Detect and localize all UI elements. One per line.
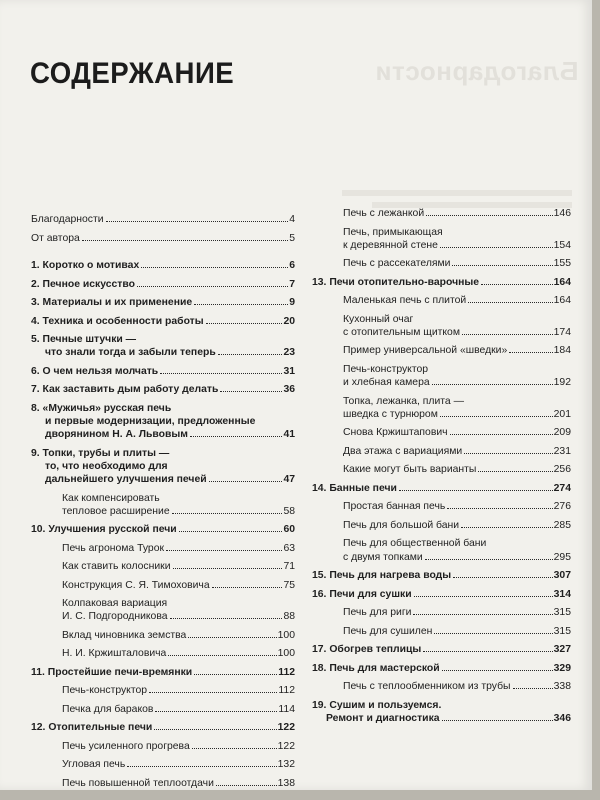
toc-page-number: 41 <box>283 429 295 441</box>
toc-page-number: 346 <box>553 712 571 724</box>
toc-entry-line <box>62 579 295 592</box>
toc-entry-line <box>31 383 295 396</box>
toc-entry-line <box>31 315 295 328</box>
toc-chapter-entry[interactable] <box>31 278 295 291</box>
toc-entry-line <box>62 777 295 790</box>
toc-entry-text: Какие могут быть варианты <box>343 464 477 476</box>
toc-page-number: 164 <box>553 276 571 288</box>
dot-leader <box>434 633 552 634</box>
dot-leader <box>172 513 283 514</box>
toc-page-number: 338 <box>553 681 571 693</box>
toc-chapter-entry[interactable] <box>312 569 571 582</box>
dot-leader <box>192 748 277 749</box>
toc-entry-line <box>343 294 571 307</box>
toc-page-number: 231 <box>553 445 571 457</box>
dot-leader <box>440 416 553 417</box>
toc-subentry[interactable] <box>31 597 295 623</box>
toc-chapter-entry[interactable] <box>312 643 571 656</box>
toc-page-number: 88 <box>283 611 295 623</box>
toc-entry-line <box>343 445 571 458</box>
toc-page-number: 164 <box>553 295 571 307</box>
toc-subentry[interactable] <box>312 445 571 458</box>
toc-page-number: 100 <box>277 648 295 660</box>
toc-entry-text: Печь повышенной теплоотдачи <box>62 777 214 789</box>
toc-chapter-entry[interactable] <box>31 666 295 679</box>
toc-entry-text: Простая банная печь <box>343 501 446 513</box>
toc-page-number: 146 <box>553 208 571 219</box>
toc-subentry[interactable] <box>312 680 571 693</box>
toc-page-number: 5 <box>289 232 295 244</box>
toc-page-number: 154 <box>553 239 571 251</box>
dot-leader <box>190 436 282 437</box>
toc-entry-text: 15. Печь для нагрева воды <box>312 570 452 582</box>
toc-entry-text: и первые модернизации, предложенные <box>45 415 256 427</box>
toc-entry-line <box>62 703 295 716</box>
toc-chapter-entry[interactable] <box>312 588 571 601</box>
toc-page-number: 274 <box>553 482 571 494</box>
dot-leader <box>106 221 289 222</box>
toc-right-column <box>312 207 571 730</box>
dot-leader <box>425 559 553 560</box>
toc-entry-text: 7. Как заставить дым работу делать <box>31 384 219 396</box>
toc-entry-text: Топка, лежанка, плита — <box>343 395 464 407</box>
toc-page-number: 295 <box>553 551 571 563</box>
toc-page-number: 58 <box>283 505 295 517</box>
toc-entry-line <box>62 560 295 573</box>
toc-subentry[interactable] <box>312 294 571 307</box>
dot-leader <box>452 265 552 266</box>
toc-spacer <box>31 250 295 259</box>
toc-entry-text: Печь для большой бани <box>343 519 460 531</box>
dot-leader <box>453 577 553 578</box>
toc-page-number: 63 <box>283 542 295 554</box>
toc-page-number: 201 <box>553 408 571 420</box>
toc-entry-line <box>343 680 571 693</box>
toc-page-number: 285 <box>553 519 571 531</box>
toc-subentry[interactable] <box>31 684 295 697</box>
toc-page-number: 60 <box>283 524 295 536</box>
toc-entry-text: к деревянной стене <box>343 239 438 251</box>
toc-entry-text: 11. Простейшие печи-времянки <box>31 666 193 678</box>
toc-entry-line <box>31 346 295 359</box>
toc-entry-text: 14. Банные печи <box>312 482 397 494</box>
toc-subentry[interactable] <box>31 542 295 555</box>
dot-leader <box>442 670 553 671</box>
toc-page-number: 315 <box>553 607 571 619</box>
toc-entry-text: что знали тогда и забыли теперь <box>45 347 216 359</box>
toc-page-number: 9 <box>289 297 295 308</box>
toc-chapter-entry[interactable] <box>31 721 295 734</box>
toc-subentry[interactable] <box>312 344 571 357</box>
toc-entry-text: Печь усиленного прогрева <box>62 740 190 752</box>
toc-subentry[interactable] <box>31 777 295 790</box>
toc-subentry[interactable] <box>312 625 571 638</box>
toc-page-number: 31 <box>283 365 295 377</box>
dot-leader <box>168 655 276 656</box>
toc-entry-line <box>312 712 571 725</box>
toc-entry-line <box>31 473 295 486</box>
dot-leader <box>513 688 553 689</box>
toc-entry-line <box>343 376 571 389</box>
toc-left-column <box>31 213 295 795</box>
toc-entry-text: 18. Печь для мастерской <box>312 662 440 674</box>
toc-entry-text: 19. Сушим и пользуемся. <box>312 699 442 711</box>
toc-entry-line <box>343 344 571 357</box>
toc-page-number: 138 <box>277 777 295 789</box>
toc-entry-text: Печь с рассекателями <box>343 258 451 270</box>
toc-entry-line <box>343 519 571 532</box>
toc-entry-line <box>312 276 571 289</box>
bleed-through-title: Благодарности <box>374 56 578 86</box>
toc-entry-text: 2. Печное искусство <box>31 278 135 290</box>
toc-entry-text: Печь агронома Турок <box>62 542 165 554</box>
toc-subentry[interactable] <box>312 207 571 220</box>
toc-page-number: 276 <box>553 501 571 513</box>
toc-entry-text: 4. Техника и особенности работы <box>31 315 204 327</box>
toc-entry-text: Ремонт и диагностика <box>326 712 440 724</box>
dot-leader <box>413 614 552 615</box>
toc-entry-line <box>31 523 295 536</box>
toc-entry-line <box>343 257 571 270</box>
toc-entry-text: Благодарности <box>31 214 104 225</box>
toc-subentry[interactable] <box>312 226 571 252</box>
dot-leader <box>464 453 552 454</box>
toc-entry-text: Как компенсировать <box>62 492 160 504</box>
toc-subentry[interactable] <box>31 629 295 642</box>
toc-chapter-entry[interactable] <box>312 699 571 725</box>
toc-page-number: 155 <box>553 258 571 270</box>
toc-entry-line <box>312 588 571 601</box>
toc-page-number: 112 <box>278 666 295 678</box>
toc-entry-text: Печь, примыкающая <box>343 226 443 238</box>
dot-leader <box>432 384 553 385</box>
page-title: СОДЕРЖАНИЕ <box>30 57 235 90</box>
dot-leader <box>127 766 276 767</box>
toc-chapter-entry[interactable] <box>312 662 571 675</box>
toc-entry-line <box>312 482 571 495</box>
dot-leader <box>137 286 288 287</box>
toc-entry-line <box>62 647 295 660</box>
dot-leader <box>509 352 552 353</box>
dot-leader <box>423 651 552 652</box>
toc-entry-line <box>31 278 295 291</box>
toc-entry-text: с отопительным щитком <box>343 326 460 338</box>
toc-page-number: 327 <box>553 644 571 656</box>
toc-entry-line <box>62 610 295 623</box>
toc-page-number: 192 <box>553 377 571 389</box>
toc-entry-text: дальнейшего улучшения печей <box>45 474 207 486</box>
toc-entry-line <box>31 232 295 245</box>
toc-entry-text: и хлебная камера <box>343 377 430 389</box>
toc-entry-line <box>343 463 571 476</box>
toc-entry-line <box>343 239 571 252</box>
toc-entry-line <box>62 505 295 518</box>
toc-entry-text: Печь для сушилен <box>343 625 433 637</box>
toc-entry-line <box>343 625 571 638</box>
toc-page-number: 132 <box>277 759 295 771</box>
toc-entry-text: Н. И. Кржишталовича <box>62 648 167 660</box>
toc-entry-text: 17. Обогрев теплицы <box>312 644 422 656</box>
toc-chapter-entry[interactable] <box>312 482 571 495</box>
toc-subentry[interactable] <box>312 363 571 389</box>
toc-entry-text: Два этажа с вариациями <box>343 445 463 457</box>
toc-entry-line <box>62 740 295 753</box>
toc-entry-text: Печь с теплообменником из трубы <box>343 681 511 693</box>
toc-chapter-entry[interactable] <box>312 276 571 289</box>
toc-page-number: 209 <box>553 427 571 439</box>
toc-subentry[interactable] <box>312 395 571 421</box>
toc-entry-text: 16. Печи для сушки <box>312 588 412 600</box>
toc-entry-text: Печь для риги <box>343 607 412 619</box>
toc-entry-line <box>343 551 571 564</box>
toc-entry-text: 13. Печи отопительно-варочные <box>312 276 480 288</box>
dot-leader <box>188 637 276 638</box>
dot-leader <box>450 434 553 435</box>
toc-entry-line <box>343 500 571 513</box>
toc-page-number: 122 <box>277 722 295 734</box>
dot-leader <box>414 596 553 597</box>
toc-page-number: 329 <box>553 662 571 674</box>
toc-entry-line <box>62 758 295 771</box>
toc-page-number: 47 <box>283 474 295 486</box>
dot-leader <box>442 720 553 721</box>
dot-leader <box>218 354 283 355</box>
toc-entry-line <box>31 428 295 441</box>
dot-leader <box>216 785 277 786</box>
toc-entry-line <box>31 365 295 378</box>
toc-entry-text: Конструкция С. Я. Тимоховича <box>62 579 210 591</box>
toc-entry-text: Колпаковая вариация <box>62 598 168 610</box>
toc-entry-text: И. С. Подгородникова <box>62 611 168 623</box>
toc-entry-text: 8. «Мужичья» русская печь <box>31 402 172 414</box>
dot-leader <box>461 527 553 528</box>
bleed-through-text <box>342 190 572 196</box>
toc-entry-line <box>31 259 295 272</box>
toc-entry-text: Снова Кржиштапович <box>343 427 448 439</box>
toc-page-number: 23 <box>283 347 295 359</box>
toc-entry-text: Печь с лежанкой <box>343 208 425 219</box>
dot-leader <box>194 674 277 675</box>
toc-entry-line <box>31 721 295 734</box>
toc-page-number: 20 <box>283 315 295 327</box>
toc-entry-text: тепловое расширение <box>62 505 170 517</box>
toc-entry-text: Угловая печь <box>62 759 126 771</box>
toc-subentry[interactable] <box>31 758 295 771</box>
toc-page-number: 100 <box>277 629 295 641</box>
dot-leader <box>468 302 552 303</box>
toc-page-number: 71 <box>283 561 295 573</box>
toc-page-number: 4 <box>289 214 295 225</box>
dot-leader <box>481 284 553 285</box>
toc-entry-line <box>31 666 295 679</box>
dot-leader <box>209 481 283 482</box>
toc-subentry[interactable] <box>312 500 571 513</box>
dot-leader <box>170 618 283 619</box>
toc-entry-text: Вклад чиновника земства <box>62 629 187 641</box>
toc-page-number: 256 <box>553 464 571 476</box>
toc-page-number: 7 <box>289 278 295 290</box>
toc-page-number: 174 <box>553 326 571 338</box>
toc-front-entry[interactable] <box>31 213 295 226</box>
toc-entry-text: Кухонный очаг <box>343 313 414 325</box>
toc-entry-line <box>343 207 571 220</box>
dot-leader <box>440 247 553 248</box>
dot-leader <box>399 490 553 491</box>
toc-page-number: 36 <box>283 384 295 396</box>
toc-subentry[interactable] <box>312 257 571 270</box>
toc-page-number: 184 <box>553 345 571 357</box>
toc-entry-text: Печь для общественной бани <box>343 538 487 550</box>
dot-leader <box>206 323 283 324</box>
toc-chapter-entry[interactable] <box>31 315 295 328</box>
toc-entry-text: Маленькая печь с плитой <box>343 295 467 307</box>
toc-entry-line <box>31 296 295 309</box>
dot-leader <box>462 334 553 335</box>
toc-chapter-entry[interactable] <box>31 259 295 272</box>
dot-leader <box>447 508 552 509</box>
toc-subentry[interactable] <box>31 703 295 716</box>
dot-leader <box>212 587 283 588</box>
toc-entry-line <box>31 213 295 226</box>
toc-page-number: 307 <box>553 570 571 582</box>
dot-leader <box>478 471 552 472</box>
toc-entry-text: Печка для бараков <box>62 703 154 715</box>
dot-leader <box>149 692 277 693</box>
toc-entry-text: шведка с турнюром <box>343 408 438 420</box>
toc-chapter-entry[interactable] <box>31 523 295 536</box>
dot-leader <box>141 267 288 268</box>
toc-page-number: 314 <box>553 588 571 600</box>
toc-entry-text: От автора <box>31 232 80 244</box>
toc-entry-line <box>312 569 571 582</box>
toc-entry-text: 1. Коротко о мотивах <box>31 260 140 271</box>
toc-entry-line <box>343 606 571 619</box>
toc-page-number: 75 <box>283 579 295 591</box>
toc-subentry[interactable] <box>31 492 295 518</box>
toc-entry-text: 12. Отопительные печи <box>31 722 153 734</box>
toc-entry-text: 3. Материалы и их применение <box>31 297 193 308</box>
toc-subentry[interactable] <box>31 740 295 753</box>
toc-entry-line <box>62 684 295 697</box>
dot-leader <box>154 729 276 730</box>
dot-leader <box>173 568 283 569</box>
toc-entry-text: 9. Топки, трубы и плиты — <box>31 447 170 459</box>
toc-entry-text: Печь-конструктор <box>62 685 148 697</box>
toc-page-number: 122 <box>277 740 295 752</box>
toc-entry-line <box>343 408 571 421</box>
toc-subentry[interactable] <box>312 519 571 532</box>
toc-entry-line <box>343 426 571 439</box>
toc-page-number: 114 <box>278 703 295 715</box>
toc-chapter-entry[interactable] <box>31 365 295 378</box>
toc-entry-line <box>312 662 571 675</box>
toc-chapter-entry[interactable] <box>31 447 295 487</box>
toc-entry-line <box>343 326 571 339</box>
toc-subentry[interactable] <box>312 606 571 619</box>
toc-entry-text: то, что необходимо для <box>45 460 168 472</box>
toc-entry-line <box>62 629 295 642</box>
dot-leader <box>82 240 288 241</box>
toc-entry-text: 6. О чем нельзя молчать <box>31 365 159 377</box>
toc-subentry[interactable] <box>312 537 571 563</box>
toc-page-number: 315 <box>553 625 571 637</box>
toc-subentry[interactable] <box>312 313 571 339</box>
toc-entry-text: Печь-конструктор <box>343 363 429 375</box>
dot-leader <box>220 391 282 392</box>
toc-page-number: 6 <box>289 260 295 271</box>
dot-leader <box>166 550 282 551</box>
toc-subentry[interactable] <box>31 579 295 592</box>
toc-entry-text: 10. Улучшения русской печи <box>31 524 177 536</box>
toc-chapter-entry[interactable] <box>31 296 295 309</box>
toc-chapter-entry[interactable] <box>31 333 295 359</box>
toc-subentry[interactable] <box>312 463 571 476</box>
dot-leader <box>179 531 283 532</box>
toc-entry-text: дворянином Н. А. Львовым <box>45 429 188 441</box>
toc-entry-line <box>62 542 295 555</box>
toc-chapter-entry[interactable] <box>31 383 295 396</box>
dot-leader <box>155 711 277 712</box>
toc-page-number: 112 <box>278 685 295 697</box>
dot-leader <box>160 373 282 374</box>
toc-entry-text: с двумя топками <box>343 551 423 563</box>
toc-entry-text: 5. Печные штучки — <box>31 334 137 345</box>
toc-entry-text: Как ставить колосники <box>62 561 171 573</box>
toc-subentry[interactable] <box>312 426 571 439</box>
toc-front-entry[interactable] <box>31 232 295 245</box>
toc-entry-line <box>312 643 571 656</box>
toc-chapter-entry[interactable] <box>31 402 295 442</box>
dot-leader <box>426 215 553 216</box>
toc-entry-text: Пример универсальной «шведки» <box>343 345 508 357</box>
dot-leader <box>194 304 288 305</box>
toc-subentry[interactable] <box>31 647 295 660</box>
toc-subentry[interactable] <box>31 560 295 573</box>
